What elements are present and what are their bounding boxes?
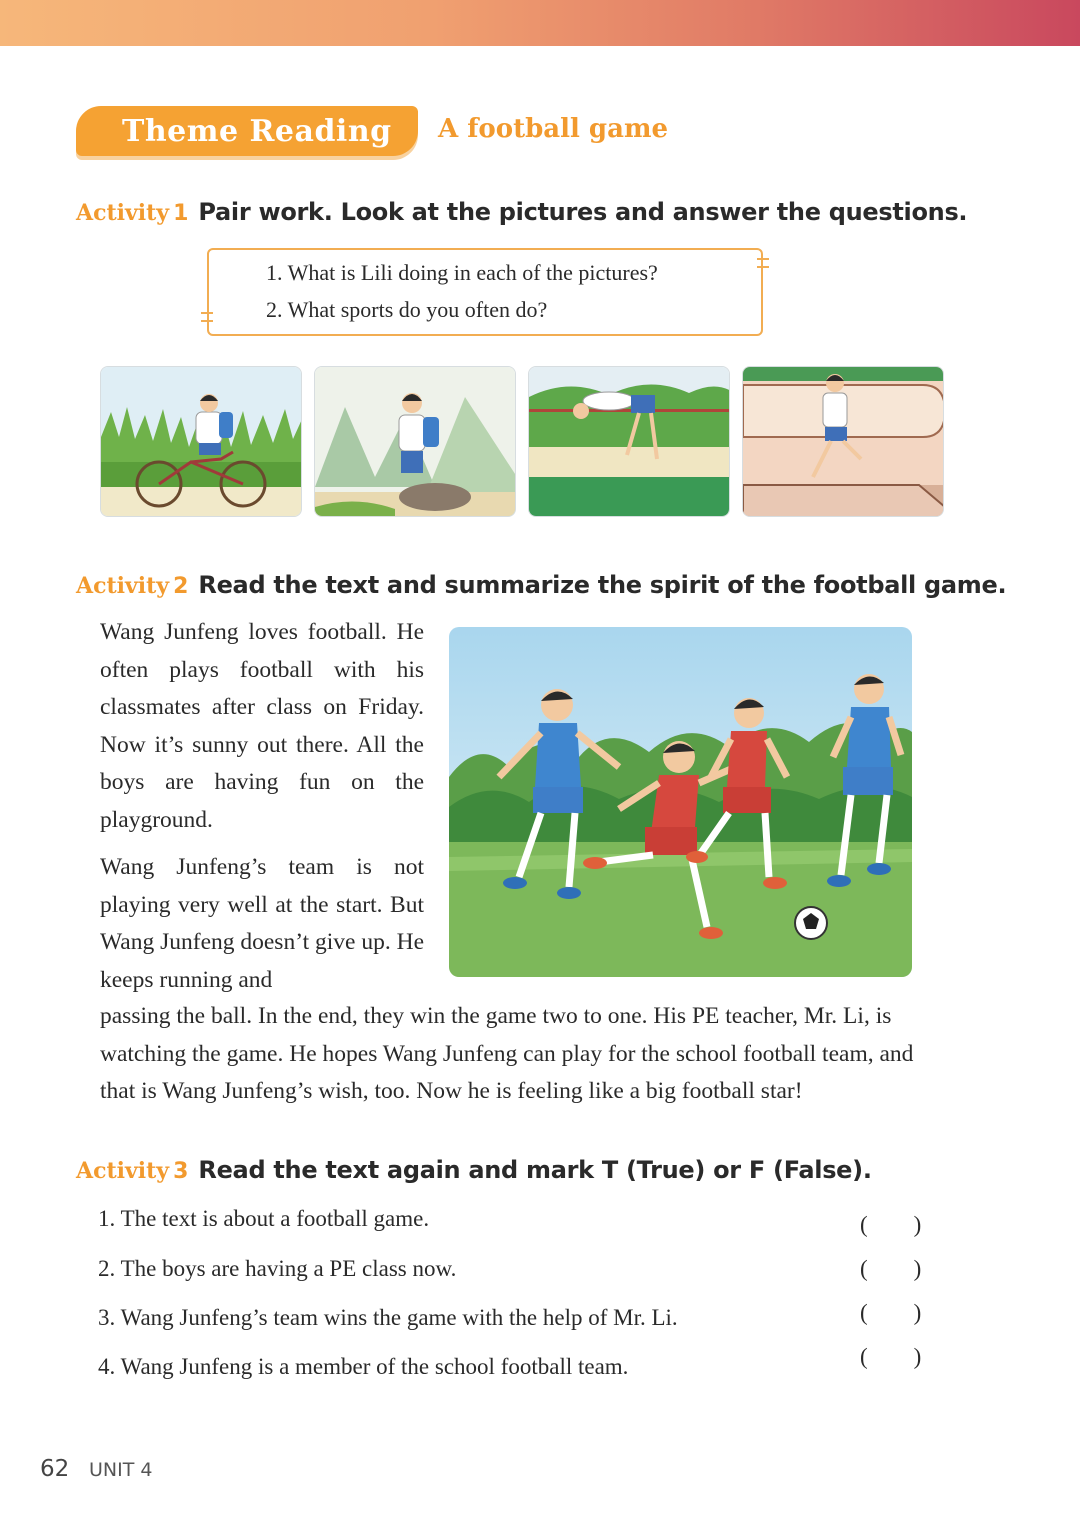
- football-icon: [795, 907, 827, 939]
- theme-reading-tab: [76, 106, 418, 156]
- theme-reading-label: Theme Reading: [122, 114, 392, 149]
- reading-paragraph-1: Wang Junfeng loves football. He often plays football with his classmates after class on Friday. Now it’s sunny out there. All the boys are having fun on the playground.: [100, 619, 424, 833]
- top-gradient-bar: [0, 0, 1080, 46]
- question-1: 1. What is Lili doing in each of the pictures?: [266, 260, 658, 285]
- activity-1-label: Activity: [76, 200, 170, 226]
- activity-3-instruction: Read the text again and mark T (True) or F (False).: [198, 1156, 872, 1184]
- activity-1-instruction: Pair work. Look at the pictures and answer the questions.: [198, 198, 968, 226]
- statement-4: 4. Wang Junfeng is a member of the school football team.: [98, 1354, 629, 1379]
- activity-3-heading: [76, 1156, 872, 1188]
- reading-paragraph-2-end: passing the ball. In the end, they win the game two to one. His PE teacher, Mr. Li, is watching the game. He hopes Wang Junfeng can play for the school football team, and that is Wang Junfeng’s wish, too. Now he is feeling like a big football star!: [100, 1003, 914, 1104]
- activity-1-heading: [76, 198, 967, 230]
- answer-blank-4[interactable]: ( ): [860, 1344, 922, 1369]
- picture-cycling: [100, 366, 302, 517]
- statement-1: 1. The text is about a football game.: [98, 1206, 430, 1231]
- answer-blank-2[interactable]: ( ): [860, 1256, 922, 1281]
- activity-1-number: 1: [173, 201, 189, 226]
- picture-hiking: [314, 366, 516, 517]
- activity-2-number: 2: [173, 574, 189, 599]
- activity-2-instruction: Read the text and summarize the spirit of the football game.: [198, 571, 1007, 599]
- activity-3-label: Activity: [76, 1158, 170, 1184]
- football-game-illustration: [449, 627, 912, 977]
- statement-3: 3. Wang Junfeng’s team wins the game with the help of Mr. Li.: [98, 1305, 678, 1330]
- activity-2-heading: [76, 571, 1006, 603]
- answer-blank-3[interactable]: ( ): [860, 1300, 922, 1325]
- statement-2: 2. The boys are having a PE class now.: [98, 1256, 457, 1281]
- answer-blank-1[interactable]: ( ): [860, 1212, 922, 1237]
- unit-label: UNIT 4: [89, 1459, 153, 1481]
- activity-2-label: Activity: [76, 573, 170, 599]
- lesson-title: A football game: [438, 114, 669, 144]
- reading-paragraph-2-start: Wang Junfeng’s team is not playing very well at the start. But Wang Junfeng doesn’t give up. He keeps running and: [100, 854, 424, 993]
- activity-3-number: 3: [173, 1159, 189, 1184]
- question-2: 2. What sports do you often do?: [266, 297, 548, 322]
- page-number: 62: [40, 1456, 70, 1482]
- picture-high-jump: [528, 366, 730, 517]
- picture-hurdles: [742, 366, 944, 517]
